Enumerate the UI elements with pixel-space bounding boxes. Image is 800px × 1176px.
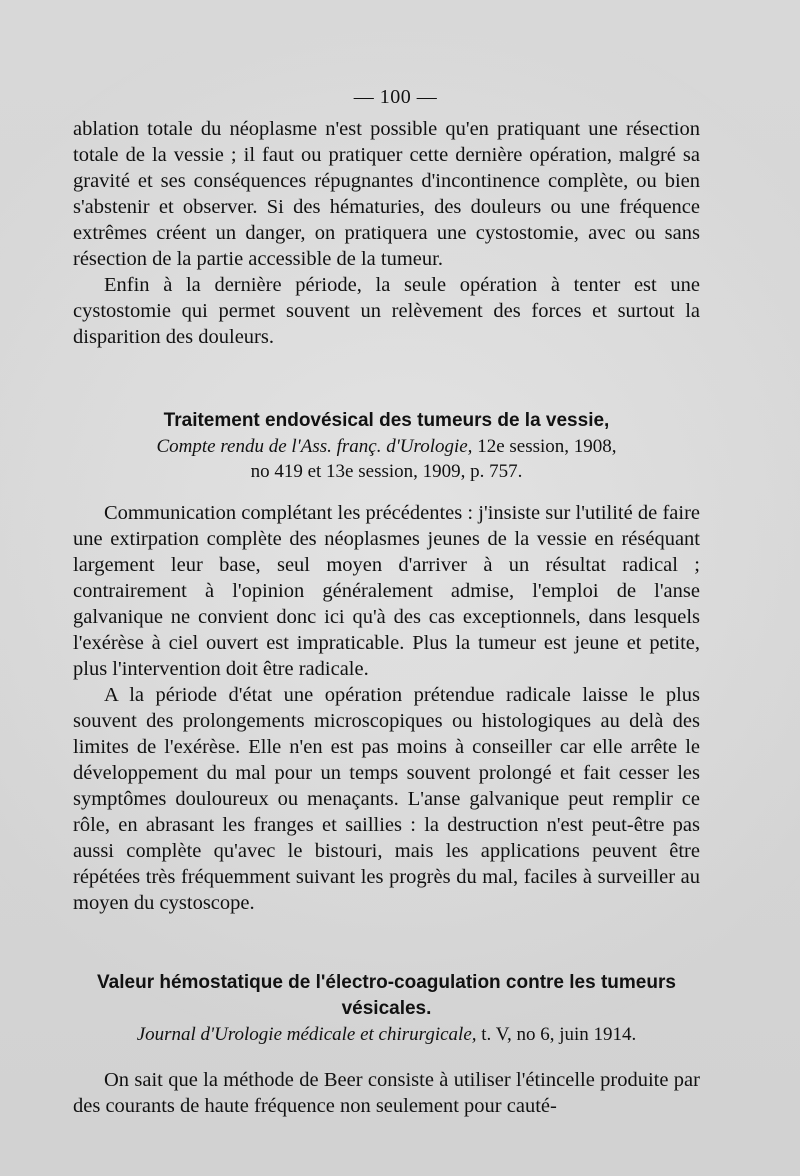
section-1-reference-line-1 [73, 434, 700, 459]
section-2-reference [73, 1022, 700, 1047]
section-1-journal: Compte rendu de l'Ass. franç. d'Urologie, [156, 436, 473, 457]
section-2-issue: t. V, no 6, juin 1914. [476, 1024, 637, 1045]
section-1-paragraph-2: A la période d'état une opération prétendue radicale laisse le plus souvent des prolongements microscopiques ou histologiques au delà des limites de l'exérèse. Elle n'en est pas moins à conseiller car elle arrête le développement du mal pour un temps souvent prolongé et fait cesser les symptômes douloureux ou menaçants. L'anse galvanique peut remplir ce rôle, en abrasant les franges et saillies : la destruction n'est peut-être pas aussi complète qu'avec le bistouri, mais les applications peuvent être répétées très fréquemment suivant les progrès du mal, faciles à surveiller au moyen du cystoscope. [73, 684, 700, 914]
section-2-paragraph-1: On sait que la méthode de Beer consiste à utiliser l'étincelle produite par des courants de haute fréquence non seulement pour cauté- [73, 1069, 700, 1117]
intro-paragraph-2: Enfin à la dernière période, la seule opération à tenter est une cystostomie qui permet souvent un relèvement des forces et surtout la disparition des douleurs. [73, 274, 700, 348]
section-2-spacer [73, 1047, 700, 1067]
section-2-title: Valeur hémostatique de l'électro-coagulation contre les tumeurs vésicales. [97, 972, 676, 1019]
page-number: — 100 — [353, 86, 438, 108]
section-1-title: Traitement endovésical des tumeurs de la vessie, [163, 410, 610, 431]
section-1-paragraph-1: Communication complétant les précédentes : j'insiste sur l'utilité de faire une extirpation complète des néoplasmes jeunes de la vessie en réséquant largement leur base, seul moyen d'arriver à un résultat radical ; contrairement à l'opinion généralement admise, l'emploi de l'anse galvanique ne convient donc ici qu'à des cas exceptionnels, dans lesquels l'exérèse à ciel ouvert est impraticable. Plus la tumeur est jeune et petite, plus l'intervention doit être radicale. [73, 502, 700, 680]
section-1-reference-line-2: no 419 et 13e session, 1909, p. 757. [250, 461, 523, 482]
section-2-journal: Journal d'Urologie médicale et chirurgicale, [136, 1024, 477, 1045]
intro-paragraph-1: ablation totale du néoplasme n'est possible qu'en pratiquant une résection totale de la vessie ; il faut ou pratiquer cette dernière opération, malgré sa gravité et ses conséquences répugnantes d'incontinence complète, ou bien s'abstenir et observer. Si des hématuries, des douleurs ou une fréquence extrêmes créent un danger, on pratiquera une cystostomie, avec ou sans résection de la partie accessible de la tumeur. [73, 118, 700, 270]
section-spacer-2 [73, 916, 700, 970]
section-spacer [73, 350, 700, 408]
section-1-spacer [73, 484, 700, 500]
section-1-session: 12e session, 1908, [472, 436, 617, 457]
